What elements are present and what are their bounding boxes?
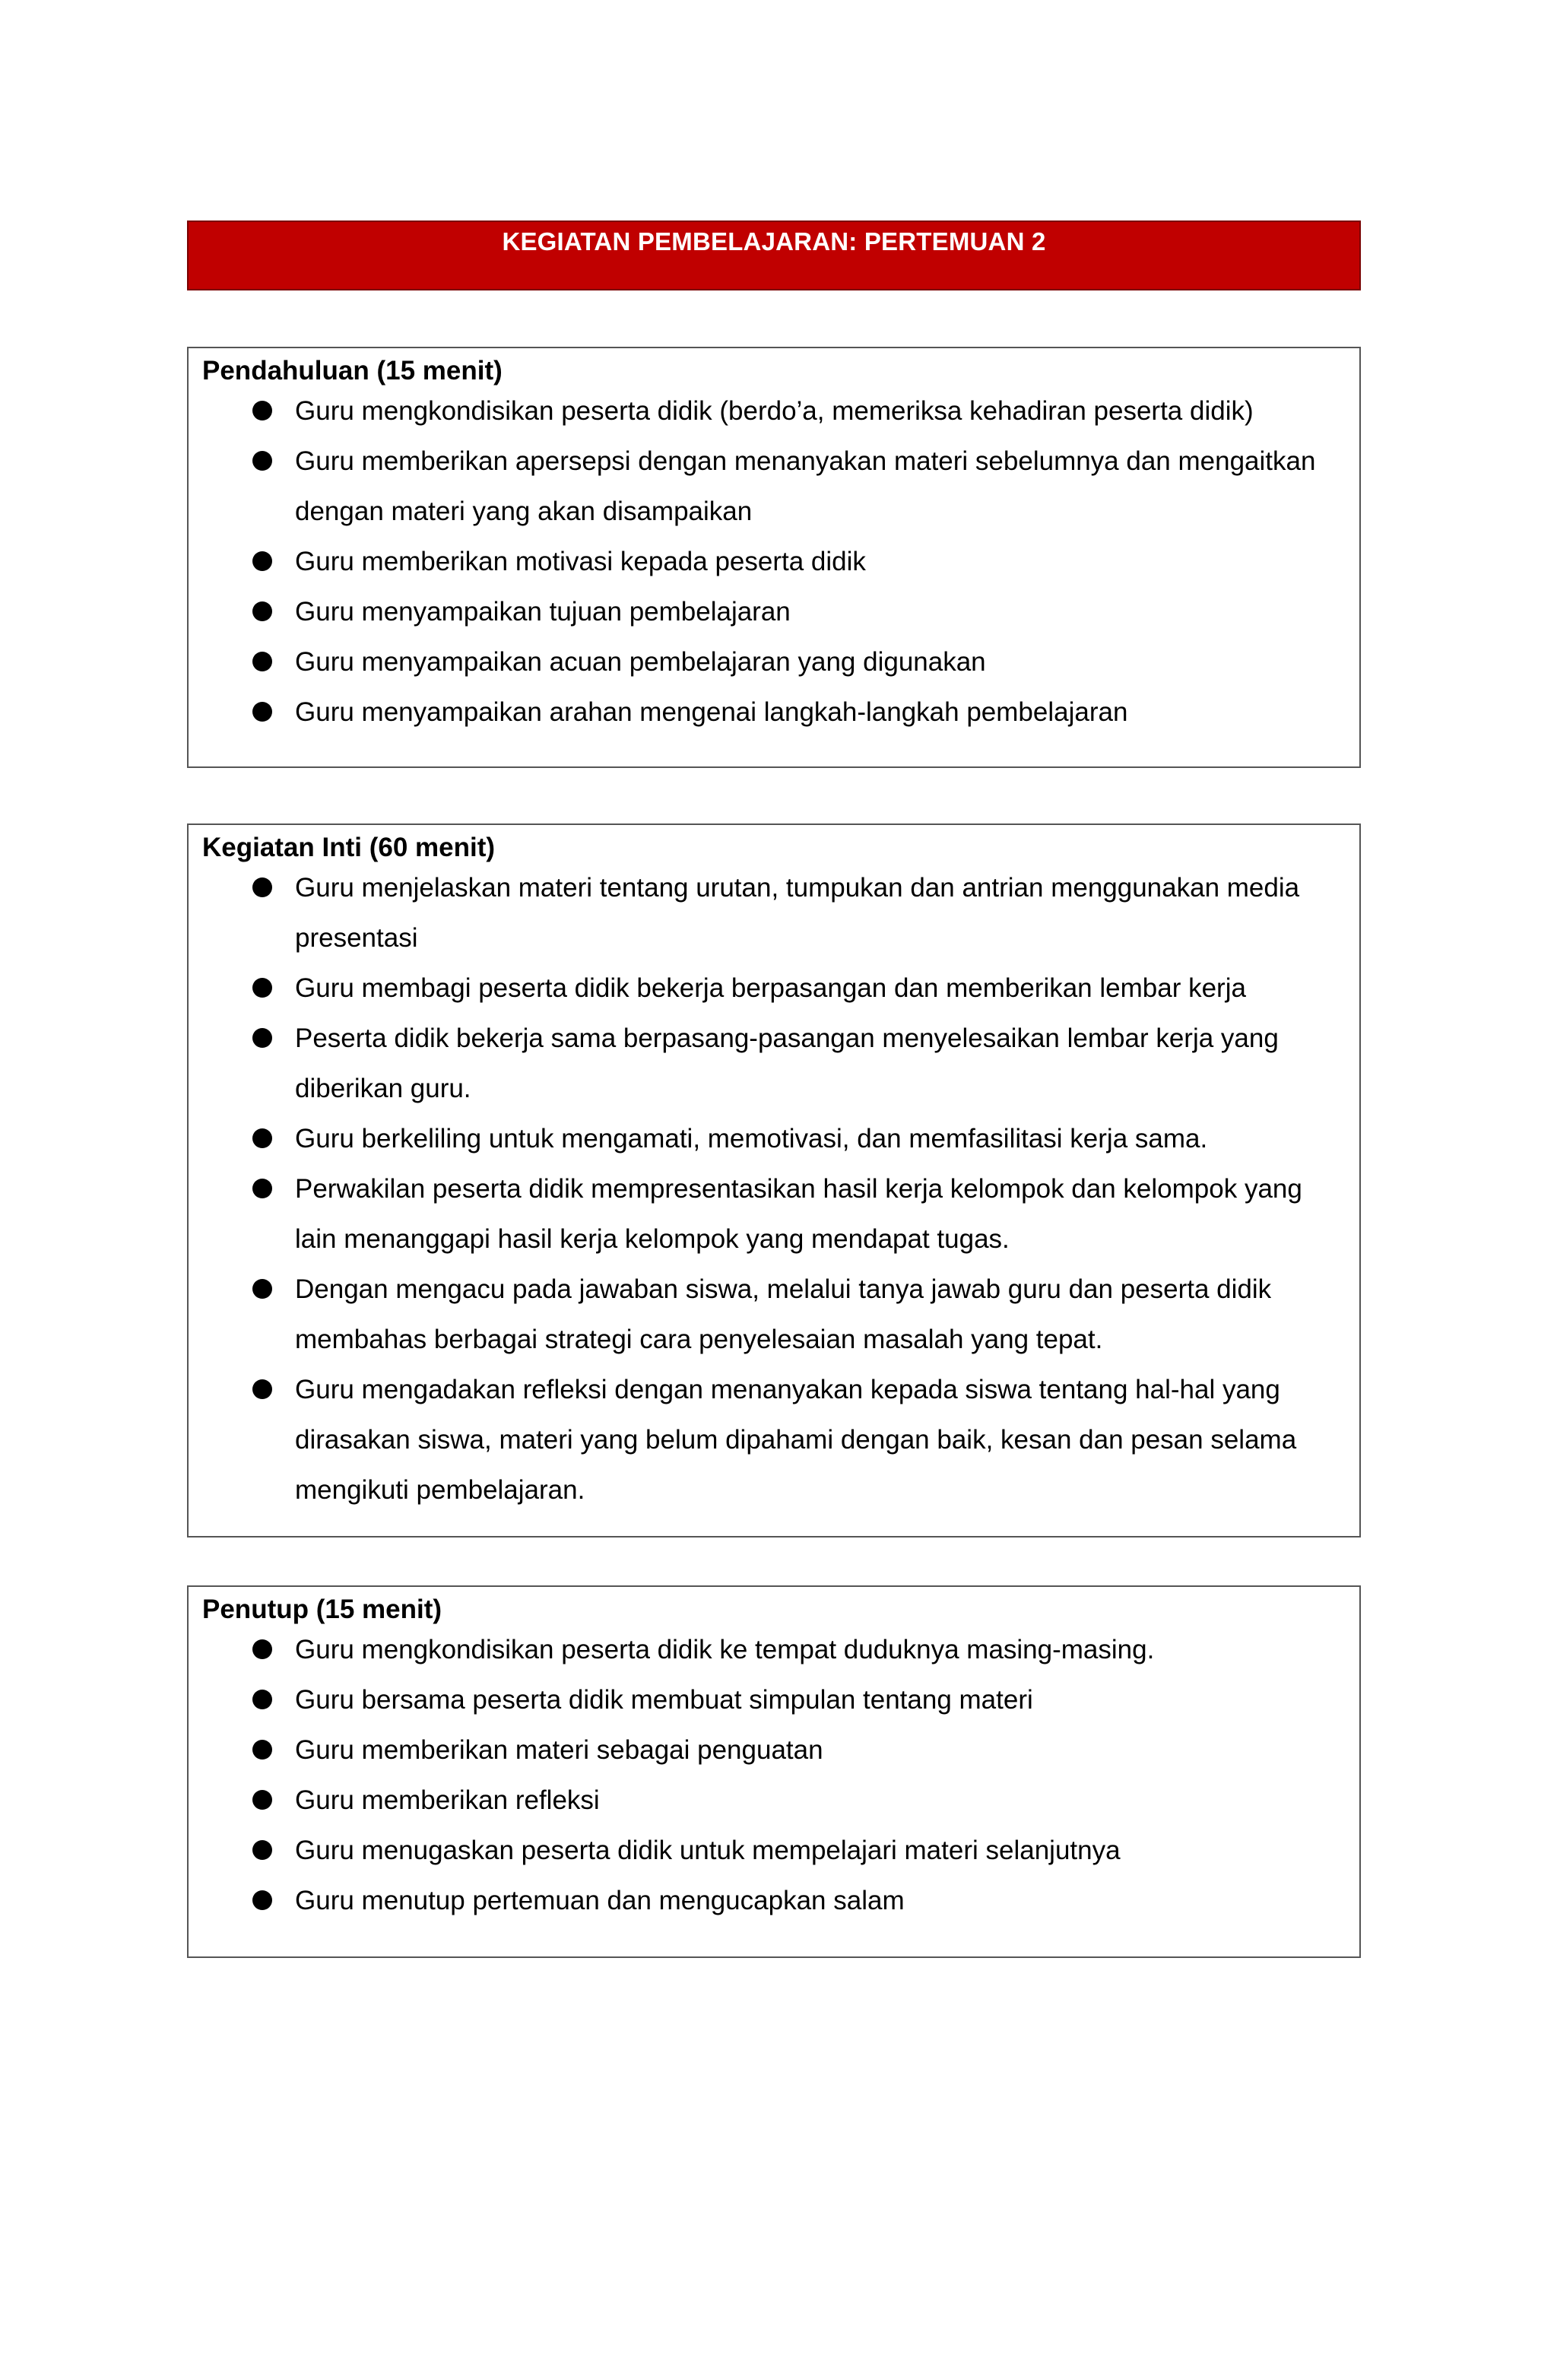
list-item: Guru memberikan apersepsi dengan menanyakan materi sebelumnya dan mengaitkan dengan materi yang akan disampaikan	[202, 436, 1344, 537]
list-item: Peserta didik bekerja sama berpasang-pasangan menyelesaikan lembar kerja yang diberikan guru.	[202, 1014, 1344, 1114]
section-title: Pendahuluan (15 menit)	[202, 356, 503, 386]
list-item: Guru memberikan motivasi kepada peserta didik	[202, 537, 1344, 587]
page-title: KEGIATAN PEMBELAJARAN: PERTEMUAN 2	[502, 227, 1046, 255]
list-item: Guru mengkondisikan peserta didik ke tempat duduknya masing-masing.	[202, 1625, 1344, 1675]
activity-list	[202, 863, 1344, 1515]
list-item: Guru berkeliling untuk mengamati, memotivasi, dan memfasilitasi kerja sama.	[202, 1114, 1344, 1164]
bullet-icon	[252, 1890, 272, 1910]
page-title-banner	[187, 221, 1361, 290]
list-item: Guru memberikan materi sebagai penguatan	[202, 1725, 1344, 1775]
activity-list	[202, 386, 1344, 738]
bullet-icon	[252, 1690, 272, 1709]
bullet-icon	[252, 1128, 272, 1148]
bullet-icon	[252, 652, 272, 671]
list-item: Guru menyampaikan arahan mengenai langkah-langkah pembelajaran	[202, 687, 1344, 738]
list-item: Guru membagi peserta didik bekerja berpasangan dan memberikan lembar kerja	[202, 963, 1344, 1014]
bullet-icon	[252, 1279, 272, 1299]
bullet-icon	[252, 978, 272, 998]
section-title: Penutup (15 menit)	[202, 1595, 442, 1624]
list-item: Guru mengkondisikan peserta didik (berdo’a, memeriksa kehadiran peserta didik)	[202, 386, 1344, 436]
bullet-icon	[252, 451, 272, 471]
section-penutup	[187, 1585, 1361, 1958]
bullet-icon	[252, 1840, 272, 1860]
bullet-icon	[252, 1379, 272, 1399]
list-item: Guru menugaskan peserta didik untuk mempelajari materi selanjutnya	[202, 1826, 1344, 1876]
list-item: Guru menutup pertemuan dan mengucapkan salam	[202, 1876, 1344, 1926]
list-item: Guru bersama peserta didik membuat simpulan tentang materi	[202, 1675, 1344, 1725]
section-pendahuluan	[187, 347, 1361, 768]
bullet-icon	[252, 702, 272, 722]
activity-list	[202, 1625, 1344, 1926]
list-item: Perwakilan peserta didik mempresentasikan hasil kerja kelompok dan kelompok yang lain menanggapi hasil kerja kelompok yang mendapat tugas.	[202, 1164, 1344, 1265]
list-item: Guru menyampaikan tujuan pembelajaran	[202, 587, 1344, 637]
bullet-icon	[252, 1179, 272, 1198]
section-title: Kegiatan Inti (60 menit)	[202, 833, 496, 862]
list-item: Guru memberikan refleksi	[202, 1775, 1344, 1826]
list-item: Guru mengadakan refleksi dengan menanyakan kepada siswa tentang hal-hal yang dirasakan siswa, materi yang belum dipahami dengan baik, kesan dan pesan selama mengikuti pembelajaran.	[202, 1365, 1344, 1515]
bullet-icon	[252, 877, 272, 897]
list-item: Guru menjelaskan materi tentang urutan, tumpukan dan antrian menggunakan media presentasi	[202, 863, 1344, 963]
bullet-icon	[252, 1028, 272, 1048]
bullet-icon	[252, 1740, 272, 1760]
bullet-icon	[252, 401, 272, 420]
list-item: Guru menyampaikan acuan pembelajaran yang digunakan	[202, 637, 1344, 687]
bullet-icon	[252, 1790, 272, 1810]
section-kegiatan-inti	[187, 823, 1361, 1537]
bullet-icon	[252, 551, 272, 571]
bullet-icon	[252, 601, 272, 621]
list-item: Dengan mengacu pada jawaban siswa, melalui tanya jawab guru dan peserta didik membahas berbagai strategi cara penyelesaian masalah yang tepat.	[202, 1265, 1344, 1365]
bullet-icon	[252, 1639, 272, 1659]
